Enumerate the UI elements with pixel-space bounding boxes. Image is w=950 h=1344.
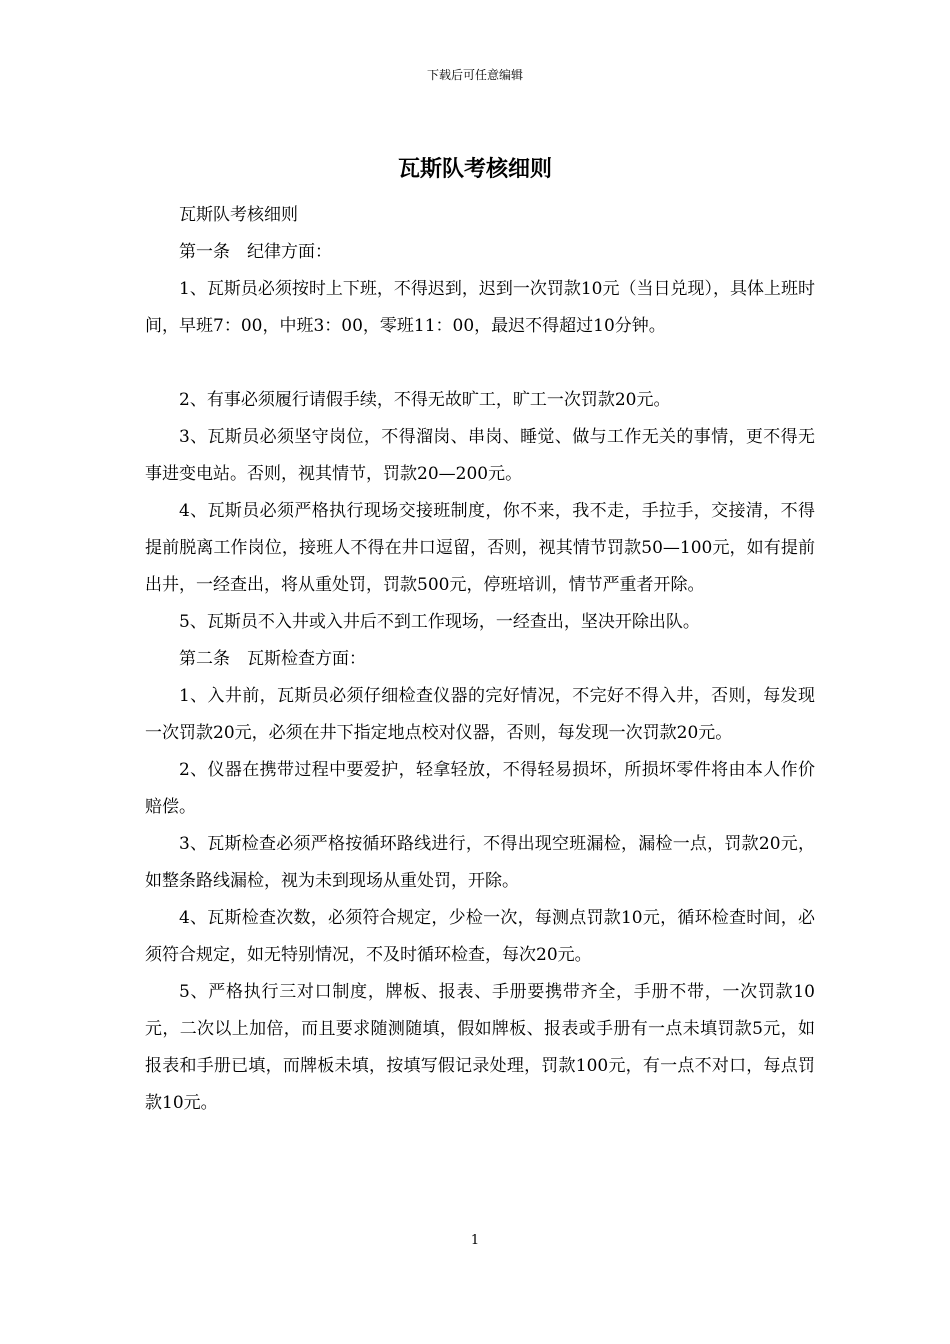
paragraph-discipline-4: 4、瓦斯员必须严格执行现场交接班制度，你不来，我不走，手拉手，交接清，不得提前脱离工作岗位，接班人不得在井口逗留，否则，视其情节罚款50—100元，如有提前出井，一经查出，将从重处罚，罚款500元，停班培训，情节严重者开除。 (145, 501, 815, 595)
paragraph-discipline-2: 2、有事必须履行请假手续，不得无故旷工，旷工一次罚款20元。 (179, 390, 671, 410)
paragraph-inspection-5: 5、严格执行三对口制度，牌板、报表、手册要携带齐全，手册不带，一次罚款10元，二次以上加倍，而且要求随测随填，假如牌板、报表或手册有一点未填罚款5元，如报表和手册已填，而牌板未填，按填写假记录处理，罚款100元，有一点不对口，每点罚款10元。 (145, 982, 815, 1113)
section-heading-discipline: 第一条 纪律方面： (179, 242, 332, 262)
paragraph-subtitle: 瓦斯队考核细则 (179, 205, 298, 225)
paragraph-inspection-1: 1、入井前，瓦斯员必须仔细检查仪器的完好情况，不完好不得入井，否则，每发现一次罚款20元，必须在井下指定地点校对仪器，否则，每发现一次罚款20元。 (145, 686, 815, 743)
paragraph-inspection-3: 3、瓦斯检查必须严格按循环路线进行，不得出现空班漏检，漏检一点，罚款20元，如整条路线漏检，视为未到现场从重处罚，开除。 (145, 834, 815, 891)
page-header: 下载后可任意编辑 (426, 68, 523, 82)
paragraph-discipline-5: 5、瓦斯员不入井或入井后不到工作现场，一经查出，坚决开除出队。 (179, 612, 700, 632)
section-heading-inspection: 第二条 瓦斯检查方面： (179, 649, 366, 669)
document-body (145, 197, 815, 1122)
paragraph-discipline-1: 1、瓦斯员必须按时上下班，不得迟到，迟到一次罚款10元（当日兑现），具体上班时间，早班7：00，中班3：00，零班11：00，最迟不得超过10分钟。 (145, 279, 815, 336)
document-title: 瓦斯队考核细则 (397, 156, 552, 182)
page-number: 1 (470, 1233, 480, 1248)
paragraph-inspection-4: 4、瓦斯检查次数，必须符合规定，少检一次，每测点罚款10元，循环检查时间，必须符合规定，如无特别情况，不及时循环检查，每次20元。 (145, 908, 815, 965)
paragraph-inspection-2: 2、仪器在携带过程中要爱护，轻拿轻放，不得轻易损坏，所损坏零件将由本人作价赔偿。 (145, 760, 815, 817)
paragraph-discipline-3: 3、瓦斯员必须坚守岗位，不得溜岗、串岗、睡觉、做与工作无关的事情，更不得无事进变电站。否则，视其情节，罚款20—200元。 (145, 427, 815, 484)
